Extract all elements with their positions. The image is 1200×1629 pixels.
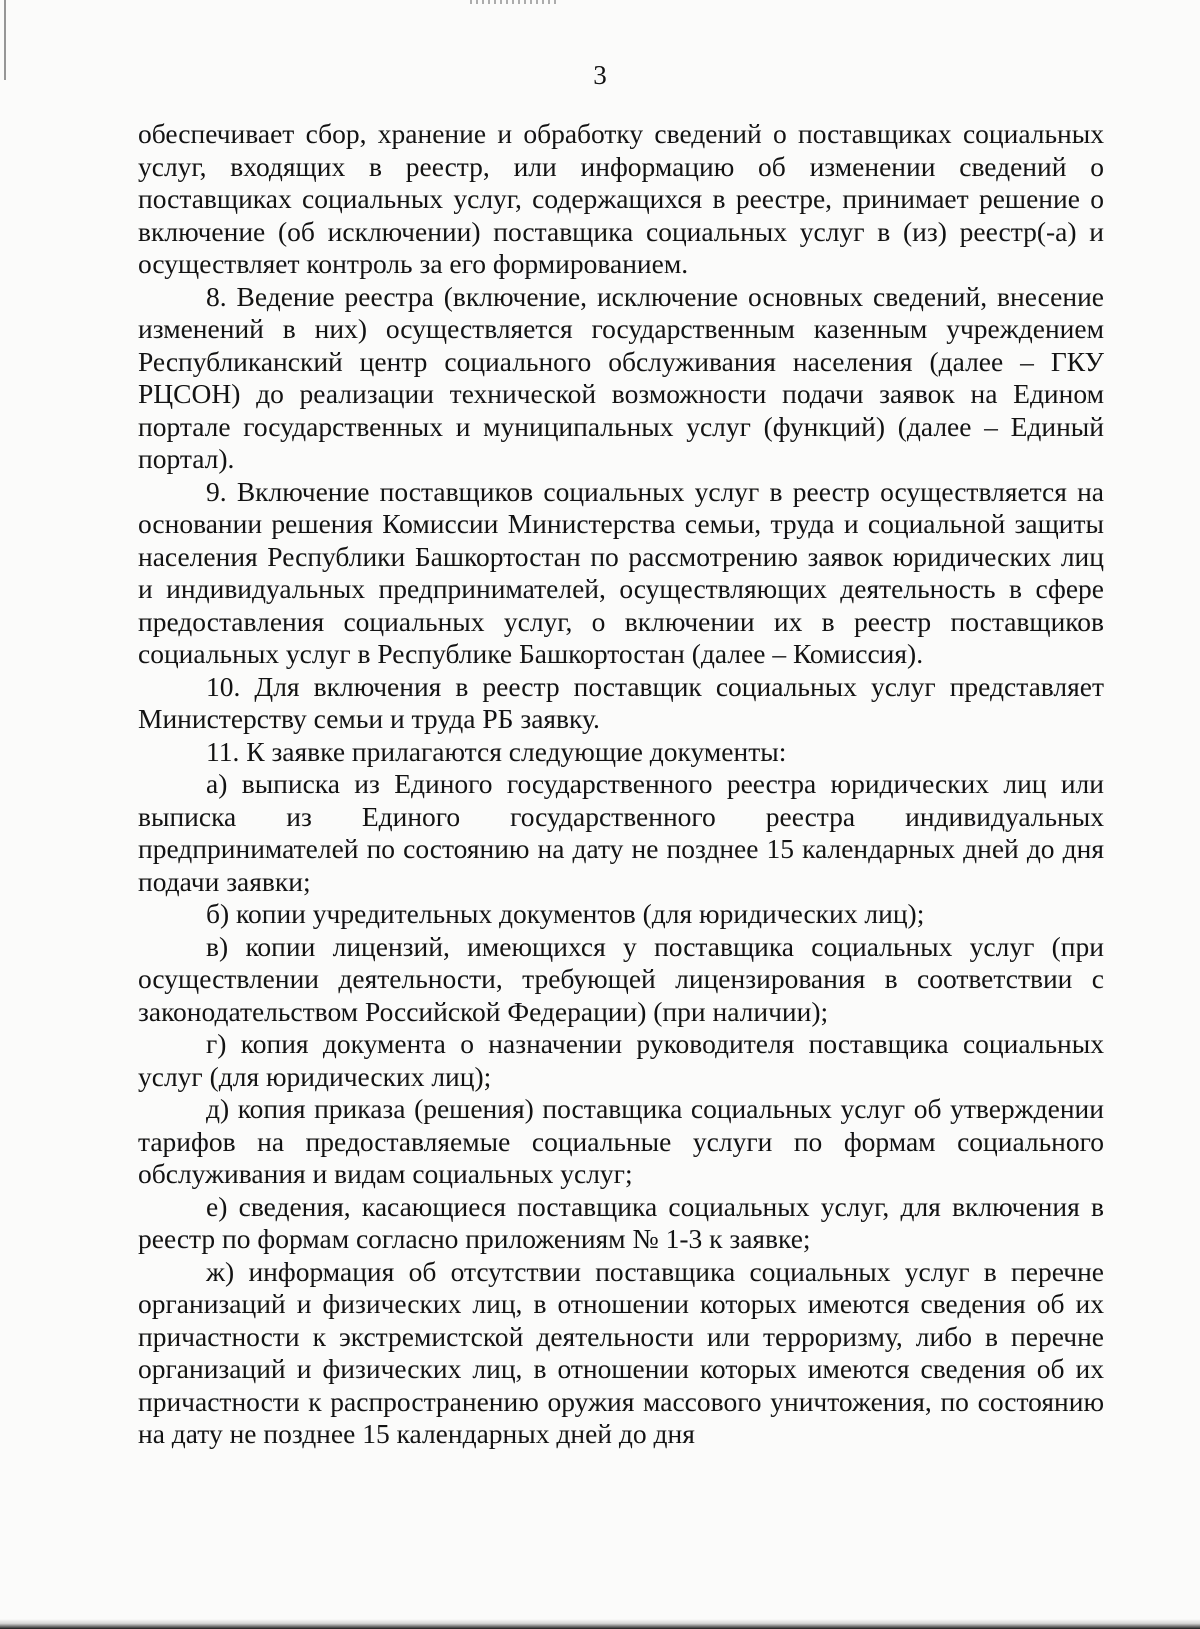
page-number: 3 [593, 60, 607, 90]
document-body [138, 118, 1104, 1451]
list-item-e: е) сведения, касающиеся поставщика социальных услуг, для включения в реестр по формам согласно приложениям № 1-3 к заявке; [138, 1190, 1104, 1254]
scan-edge-bottom [0, 1619, 1200, 1629]
paragraph-10: 10. Для включения в реестр поставщик социальных услуг представляет Министерству семьи и труда РБ заявку. [138, 670, 1104, 734]
list-item-v: в) копии лицензий, имеющихся у поставщика социальных услуг (при осуществлении деятельности, требующей лицензирования в соответствии с законодательством Российской Федерации) (при наличии); [138, 930, 1104, 1027]
list-item-d: д) копия приказа (решения) поставщика социальных услуг об утверждении тарифов на предоставляемые социальные услуги по формам социального обслуживания и видам социальных услуг; [138, 1093, 1104, 1189]
list-item-a: а) выписка из Единого государственного реестра юридических лиц или выписка из Единого государственного реестра индивидуальных предпринимателей по состоянию на дату не позднее 15 календарных дней до дня подачи заявки; [138, 768, 1104, 897]
scan-artifact-top [470, 0, 560, 4]
list-item-g: г) копия документа о назначении руководителя поставщика социальных услуг (для юридических лиц); [138, 1028, 1104, 1092]
paragraph-11: 11. К заявке прилагаются следующие документы: [206, 735, 787, 767]
list-item-zh: ж) информация об отсутствии поставщика социальных услуг в перечне организаций и физических лиц, в отношении которых имеются сведения об их причастности к экстремистской деятельности или терроризму, либо в перечне организаций и физических лиц, в отношении которых имеются сведения об их причастности к распространению оружия массового уничтожения, по состоянию на дату не позднее 15 календарных дней до дня [138, 1255, 1104, 1449]
paragraph-9: 9. Включение поставщиков социальных услуг в реестр осуществляется на основании решения Комиссии Министерства семьи, труда и социальной защиты населения Республики Башкортостан по рассмотрению заявок юридических лиц и индивидуальных предпринимателей, осуществляющих деятельность в сфере предоставления социальных услуг, о включении их в реестр поставщиков социальных услуг в Республике Башкортостан (далее – Комиссия). [138, 475, 1104, 669]
paragraph-8: 8. Ведение реестра (включение, исключение основных сведений, внесение изменений в них) осуществляется государственным казенным учреждением Республиканский центр социального обслуживания населения (далее – ГКУ РЦСОН) до реализации технической возможности подачи заявок на Едином портале государственных и муниципальных услуг (функций) (далее – Единый портал). [138, 280, 1104, 474]
paragraph-continuation: обеспечивает сбор, хранение и обработку сведений о поставщиках социальных услуг, входящих в реестр, или информацию об изменении сведений о поставщиках социальных услуг, содержащихся в реестре, принимает решение о включение (об исключении) поставщика социальных услуг в (из) реестр(-а) и осуществляет контроль за его формированием. [138, 118, 1104, 279]
list-item-b: б) копии учредительных документов (для юридических лиц); [206, 898, 925, 929]
